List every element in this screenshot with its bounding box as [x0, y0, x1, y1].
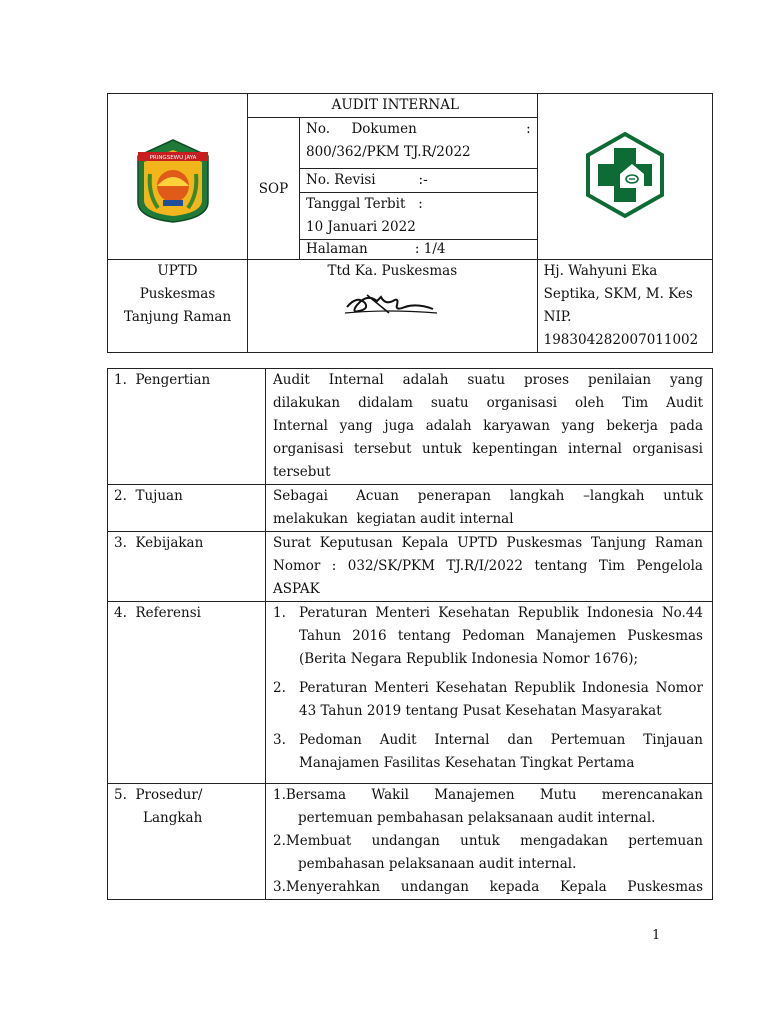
sop-content-table	[107, 368, 713, 900]
list-item	[273, 602, 703, 671]
text-line: Sebagai Acuan penerapan langkah –langkah untuk	[273, 488, 703, 504]
section-text-tujuan	[266, 485, 713, 532]
section-label-line: Langkah	[143, 810, 203, 826]
section-text-pengertian	[266, 369, 713, 485]
puskesmas-logo-icon	[580, 130, 670, 220]
section-text-prosedur	[266, 784, 713, 900]
no-dokumen-cell	[300, 118, 538, 169]
list-item-number: 2.	[273, 680, 286, 696]
document-title: AUDIT INTERNAL	[248, 94, 538, 118]
text-line: dilakukan didalam suatu organisasi oleh Tim Audit	[273, 395, 703, 411]
tanggal-terbit-cell	[300, 193, 538, 240]
logo-left-cell	[108, 94, 248, 260]
text-line: tersebut	[273, 464, 331, 480]
signer-cell	[537, 260, 712, 353]
org-line-3: Tanjung Raman	[123, 309, 232, 325]
text-line: Internal yang juga adalah karyawan yang bekerja pada	[273, 418, 703, 434]
list-item	[273, 729, 703, 775]
section-label-line: 5. Prosedur/	[114, 787, 203, 803]
signature-icon	[337, 283, 447, 323]
signature-cell	[248, 260, 538, 353]
no-dokumen-value: 800/362/PKM TJ.R/2022	[306, 144, 471, 160]
org-line-2: Puskesmas	[139, 286, 216, 302]
ttd-label: Ttd Ka. Puskesmas	[327, 263, 458, 279]
text-line: organisasi tersebut untuk kepentingan internal organisasi	[273, 441, 703, 457]
list-item-text: Peraturan Menteri Kesehatan Republik Indonesia No.44 Tahun 2016 tentang Pedoman Manajemen Puskesmas (Berita Negara Republik Indonesia Nomor 1676);	[299, 605, 703, 667]
section-label-prosedur	[108, 784, 266, 900]
text-line: Nomor : 032/SK/PKM TJ.R/I/2022 tentang Tim Pengelola	[273, 558, 703, 574]
org-line-1: UPTD	[157, 263, 198, 279]
list-item-text: Pedoman Audit Internal dan Pertemuan Tinjauan Manajamen Fasilitas Kesehatan Tingkat Pertama	[299, 732, 703, 771]
list-item	[273, 677, 703, 723]
signer-name-1: Hj. Wahyuni Eka	[543, 263, 658, 279]
text-line: pembahasan pelaksanaan audit internal.	[298, 856, 577, 872]
text-line: ASPAK	[273, 581, 320, 597]
section-text-referensi	[266, 602, 713, 784]
emblem-banner-text: PRINGSEWU JAYA	[149, 155, 197, 161]
list-item-text: Peraturan Menteri Kesehatan Republik Indonesia Nomor 43 Tahun 2019 tentang Pusat Kesehatan Masyarakat	[299, 680, 703, 719]
section-label-referensi: 4. Referensi	[108, 602, 266, 784]
text-line: 1.Bersama Wakil Manajemen Mutu merencanakan	[273, 787, 703, 803]
no-dokumen-colon: :	[526, 121, 531, 137]
document-header-table	[107, 93, 713, 353]
text-line: 2.Membuat undangan untuk mengadakan pertemuan	[273, 833, 703, 849]
section-label-kebijakan: 3. Kebijakan	[108, 532, 266, 602]
org-cell	[108, 260, 248, 353]
text-line: pertemuan pembahasan pelaksanaan audit internal.	[298, 810, 656, 826]
nip-value: 19830428200701100​2	[543, 332, 699, 348]
nip-label: NIP.	[543, 309, 572, 325]
logo-right-cell	[537, 94, 712, 260]
regional-emblem-icon	[108, 94, 247, 255]
section-label-tujuan: 2. Tujuan	[108, 485, 266, 532]
text-line: Surat Keputusan Kepala UPTD Puskesmas Tanjung Raman	[273, 535, 703, 551]
tanggal-terbit-value: 10 Januari 2022	[306, 219, 416, 235]
section-text-kebijakan	[266, 532, 713, 602]
sop-label: SOP	[248, 118, 300, 260]
halaman: Halaman : 1/4	[300, 240, 538, 260]
signer-name-2: Septika, SKM, M. Kes	[543, 286, 693, 302]
page-number: 1	[652, 928, 661, 943]
text-line: melakukan kegiatan audit internal	[273, 511, 514, 527]
tanggal-terbit-label: Tanggal Terbit :	[306, 196, 423, 212]
no-revisi: No. Revisi :-	[300, 169, 538, 193]
no-dokumen-label: No. Dokumen	[306, 121, 417, 137]
section-label-pengertian: 1. Pengertian	[108, 369, 266, 485]
list-item-number: 1.	[273, 605, 286, 621]
list-item-number: 3.	[273, 732, 286, 748]
text-line: 3.Menyerahkan undangan kepada Kepala Puskesmas	[273, 879, 703, 895]
text-line: Audit Internal adalah suatu proses penilaian yang	[273, 372, 703, 388]
